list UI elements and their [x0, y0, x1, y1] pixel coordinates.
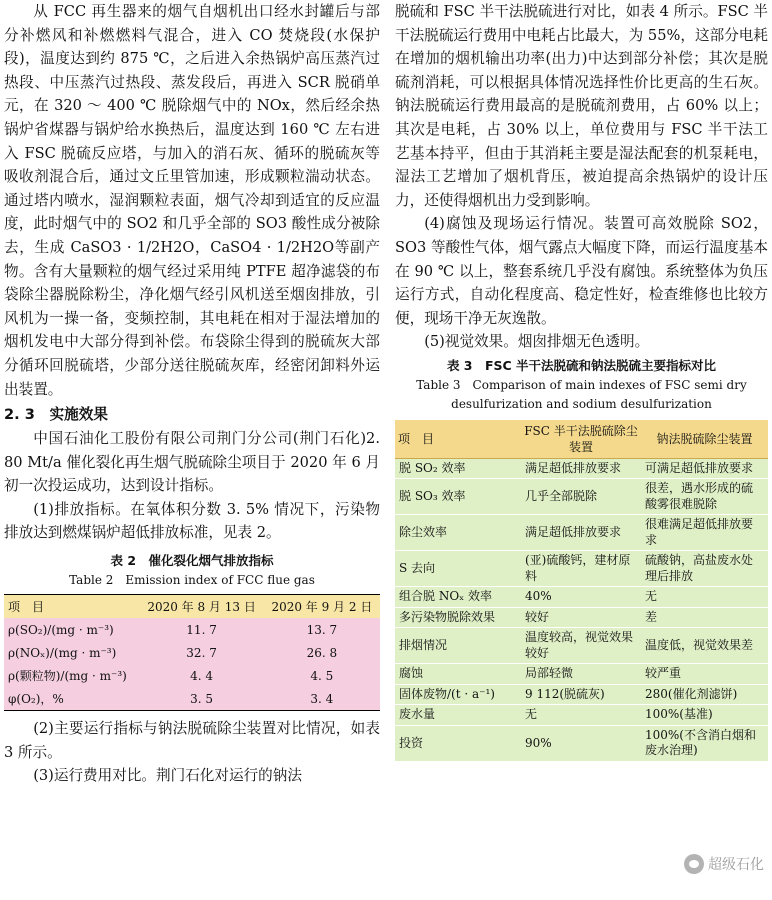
visual-effect-paragraph: (5)视觉效果。烟囱排烟无色透明。	[424, 333, 650, 351]
table-cell: (亚)硫酸钙，建材原料	[521, 551, 641, 587]
project-paragraph: 中国石油化工股份有限公司荆门分公司(荆门石化)2. 80 Mt/a 催化裂化再生烟气脱硫除尘项目于 2020 年 6 月初一次投运成功，达到设计指标。	[4, 430, 380, 495]
wechat-icon	[684, 854, 704, 874]
table-cell: 90%	[521, 725, 641, 761]
table-cell: 多污染物脱除效果	[395, 607, 521, 628]
table-cell: 100%(基准)	[641, 705, 768, 726]
table-cell: 3. 4	[310, 691, 334, 706]
table-cell: 局部轻微	[521, 664, 641, 685]
table3-header: 项 目	[395, 420, 521, 459]
table2-header: 项 目	[8, 600, 45, 615]
table-cell: 很差，遇水形成的硫酸雾很难脱除	[641, 479, 768, 515]
table3	[395, 420, 768, 762]
table-cell: 3. 5	[190, 691, 214, 706]
table-cell: 280(催化剂滤饼)	[641, 684, 768, 705]
table-row	[4, 687, 380, 711]
table-row	[395, 458, 768, 479]
process-description-paragraph: 从 FCC 再生器来的烟气自烟机出口经水封罐后与部分补燃风和补燃燃料气混合，进入 CO 焚烧段(水保护段)，温度达到约 875 ℃，之后进入余热锅炉高压蒸汽过热段、中压蒸汽过热段、蒸发段后，再进入 SCR 脱硝单元，在 320 ～ 400 ℃ 脱除烟气中的 NOx，然后经余热锅炉省煤器与锅炉给水换热后，温度达到 160 ℃ 左右进入 FSC 脱硫反应塔，与加入的消石灰、循环的脱硫灰等吸收剂混合后，通过文丘里管加速，形成颗粒湍动状态。通过塔内喷水，湿润颗粒表面，烟气冷却到适宜的反应温度，此时烟气中的 SO2 和几乎全部的 SO3 酸性成分被除去，生成 CaSO3 · 1/2H2O，CaSO4 · 1/2H2O等副产物。含有大量颗粒的烟气经过采用纯 PTFE 超净滤袋的布袋除尘器脱除粉尘，净化烟气经引风机送至烟囱排放，引风机为一操一备，变频控制，其电耗在相对于湿法增加的烟机发电中大部分得到补偿。布袋除尘得到的脱硫灰大部分循环回脱硫塔，少部分送往脱硫灰库，经密闭卸料外运出装置。	[4, 3, 380, 398]
table-cell: 废水量	[395, 705, 521, 726]
table-row	[4, 641, 380, 664]
table-cell: 满足超低排放要求	[521, 515, 641, 551]
table2-caption-en: Table 2 Emission index of FCC flue gas	[69, 573, 315, 588]
table-row	[395, 628, 768, 664]
table-cell: 硫酸钠，高盐废水处理后排放	[641, 551, 768, 587]
table3-caption-en: desulfurization and sodium desulfurization	[451, 396, 712, 411]
table3-caption-en: Table 3 Comparison of main indexes of FSC semi dry	[416, 377, 747, 392]
table-row	[395, 705, 768, 726]
table-cell: 较好	[521, 607, 641, 628]
table-cell: 固体废物/(t · a⁻¹)	[395, 684, 521, 705]
table-cell: ρ(SO₂)/(mg · m⁻³)	[8, 622, 114, 637]
section-heading	[4, 403, 380, 427]
watermark-text: 超级石化	[708, 857, 764, 873]
table-row	[395, 684, 768, 705]
table-cell: 100%(不含消白烟和废水治理)	[641, 725, 768, 761]
table-cell: 32. 7	[186, 645, 217, 660]
table-cell: 4. 4	[190, 668, 214, 683]
cost-paragraph-start: (3)运行费用对比。荆门石化对运行的钠法	[33, 767, 302, 785]
table-row	[395, 725, 768, 761]
table-cell: 4. 5	[310, 668, 334, 683]
table-cell: 几乎全部脱除	[521, 479, 641, 515]
table2-header-row	[4, 595, 380, 619]
table-cell: 无	[641, 587, 768, 608]
emission-paragraph: (1)排放指标。在氧体积分数 3. 5% 情况下，污染物排放达到燃煤锅炉超低排放标准，见表 2。	[4, 500, 380, 542]
table-cell: ρ(颗粒物)/(mg · m⁻³)	[8, 669, 127, 684]
table-cell: 很难满足超低排放要求	[641, 515, 768, 551]
table-cell: 较严重	[641, 664, 768, 685]
table-cell: 40%	[521, 587, 641, 608]
section-title: 实施效果	[49, 406, 108, 424]
table-cell: ρ(NOₓ)/(mg · m⁻³)	[8, 645, 117, 660]
table-cell: 满足超低排放要求	[521, 458, 641, 479]
table-cell: 温度低，视觉效果差	[641, 628, 768, 664]
table-cell: 排烟情况	[395, 628, 521, 664]
right-column	[395, 0, 768, 762]
table-cell: 可满足超低排放要求	[641, 458, 768, 479]
watermark	[684, 854, 764, 874]
table-cell: 组合脱 NOₓ 效率	[395, 587, 521, 608]
table-cell: 脱 SO₂ 效率	[395, 458, 521, 479]
table3-caption-zh: 表 3 FSC 半干法脱硫和钠法脱硫主要指标对比	[446, 357, 717, 373]
table2	[4, 594, 380, 711]
table-cell: 投资	[395, 725, 521, 761]
table-cell: 9 112(脱硫灰)	[521, 684, 641, 705]
table-cell: 腐蚀	[395, 664, 521, 685]
table2-caption-zh: 表 2 催化裂化烟气排放指标	[110, 553, 274, 569]
table2-header: 2020 年 8 月 13 日	[147, 600, 256, 615]
corrosion-paragraph: (4)腐蚀及现场运行情况。装置可高效脱除 SO2，SO3 等酸性气体，烟气露点大幅度下降，而运行温度基本在 90 ℃ 以上，整套系统几乎没有腐蚀。系统整体为负压运行方式，自动化程度高、稳定性好，检查维修也比较方便，现场干净无灰逸散。	[395, 215, 768, 327]
table-row	[395, 515, 768, 551]
comparison-paragraph: (2)主要运行指标与钠法脱硫除尘装置对比情况，如表 3 所示。	[4, 720, 380, 761]
table-cell: 除尘效率	[395, 515, 521, 551]
table-cell: 11. 7	[186, 622, 217, 637]
table3-header: 钠法脱硫除尘装置	[641, 420, 768, 459]
section-number: 2. 3	[4, 406, 35, 424]
left-column	[4, 0, 380, 788]
table-cell: 26. 8	[306, 645, 338, 660]
table-row	[4, 664, 380, 687]
table-cell: 差	[641, 607, 768, 628]
table-row	[395, 607, 768, 628]
table-row	[395, 664, 768, 685]
table-cell: 无	[521, 705, 641, 726]
cost-paragraph-continued: 脱硫和 FSC 半干法脱硫进行对比，如表 4 所示。FSC 半干法脱硫运行费用中电耗占比最大，为 55%，这部分电耗在增加的烟机输出功率(出力)中达到部分补偿；其次是脱硫剂消耗，可以根据具体情况选择性价比更高的生石灰。钠法脱硫运行费用最高的是脱硫剂费用，占 60% 以上；其次是电耗，占 30% 以上，单位费用与 FSC 半干法工艺基本持平，但由于其消耗主要是湿法配套的机泵耗电，湿法工艺增加了烟机背压，被迫提高余热锅炉的设计压力，还使得烟机出力受到影响。	[395, 3, 768, 209]
table3-header-row	[395, 420, 768, 459]
table2-header: 2020 年 9 月 2 日	[271, 600, 373, 615]
table-cell: 温度较高，视觉效果较好	[521, 628, 641, 664]
table-row	[4, 618, 380, 641]
table3-header: FSC 半干法脱硫除尘装置	[521, 420, 641, 459]
table-cell: 脱 SO₃ 效率	[395, 479, 521, 515]
table-row	[395, 479, 768, 515]
table-row	[395, 587, 768, 608]
table-row	[395, 551, 768, 587]
table-cell: S 去向	[395, 551, 521, 587]
table-cell: 13. 7	[306, 622, 338, 637]
table-cell: φ(O₂)，%	[8, 692, 64, 707]
